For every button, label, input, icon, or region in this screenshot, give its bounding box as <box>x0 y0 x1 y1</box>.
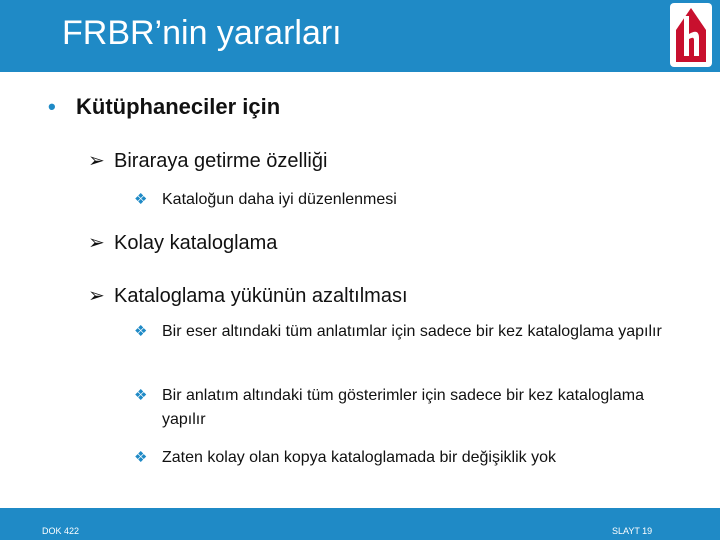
main-bullet-label: Kütüphaneciler için <box>76 94 281 119</box>
slide-title: FRBR’nin yararları <box>62 14 342 52</box>
detail-3-2 <box>134 384 674 432</box>
slide-number: SLAYT 19 <box>612 526 653 536</box>
bullet-dot-icon: • <box>48 94 56 119</box>
arrow-bullet-icon: ➢ <box>88 285 105 307</box>
arrow-bullet-icon: ➢ <box>88 232 105 254</box>
detail-label: Bir eser altındaki tüm anlatımlar için sadece bir kez kataloglama yapılır <box>162 323 662 340</box>
main-bullet <box>48 94 280 120</box>
diamond-bullet-icon: ❖ <box>134 387 148 404</box>
detail-3-3 <box>134 446 674 470</box>
subpoint-3 <box>88 283 408 308</box>
subpoint-2 <box>88 230 277 255</box>
detail-label: Bir anlatım altındaki tüm gösterimler için sadece bir kez kataloglama yapılır <box>162 387 644 428</box>
detail-3-1 <box>134 320 674 344</box>
detail-1-1 <box>134 188 674 212</box>
diamond-bullet-icon: ❖ <box>134 323 148 340</box>
slide-footer <box>0 508 720 540</box>
detail-label: Zaten kolay olan kopya kataloglamada bir değişiklik yok <box>162 449 556 466</box>
diamond-bullet-icon: ❖ <box>134 449 148 466</box>
course-code: DOK 422 <box>42 526 80 536</box>
arrow-bullet-icon: ➢ <box>88 150 105 172</box>
subpoint-label: Kolay kataloglama <box>114 232 278 254</box>
detail-label: Kataloğun daha iyi düzenlenmesi <box>162 191 397 208</box>
subpoint-label: Biraraya getirme özelliği <box>114 150 328 172</box>
subpoint-1 <box>88 148 327 173</box>
subpoint-label: Kataloglama yükünün azaltılması <box>114 285 408 307</box>
diamond-bullet-icon: ❖ <box>134 191 148 208</box>
